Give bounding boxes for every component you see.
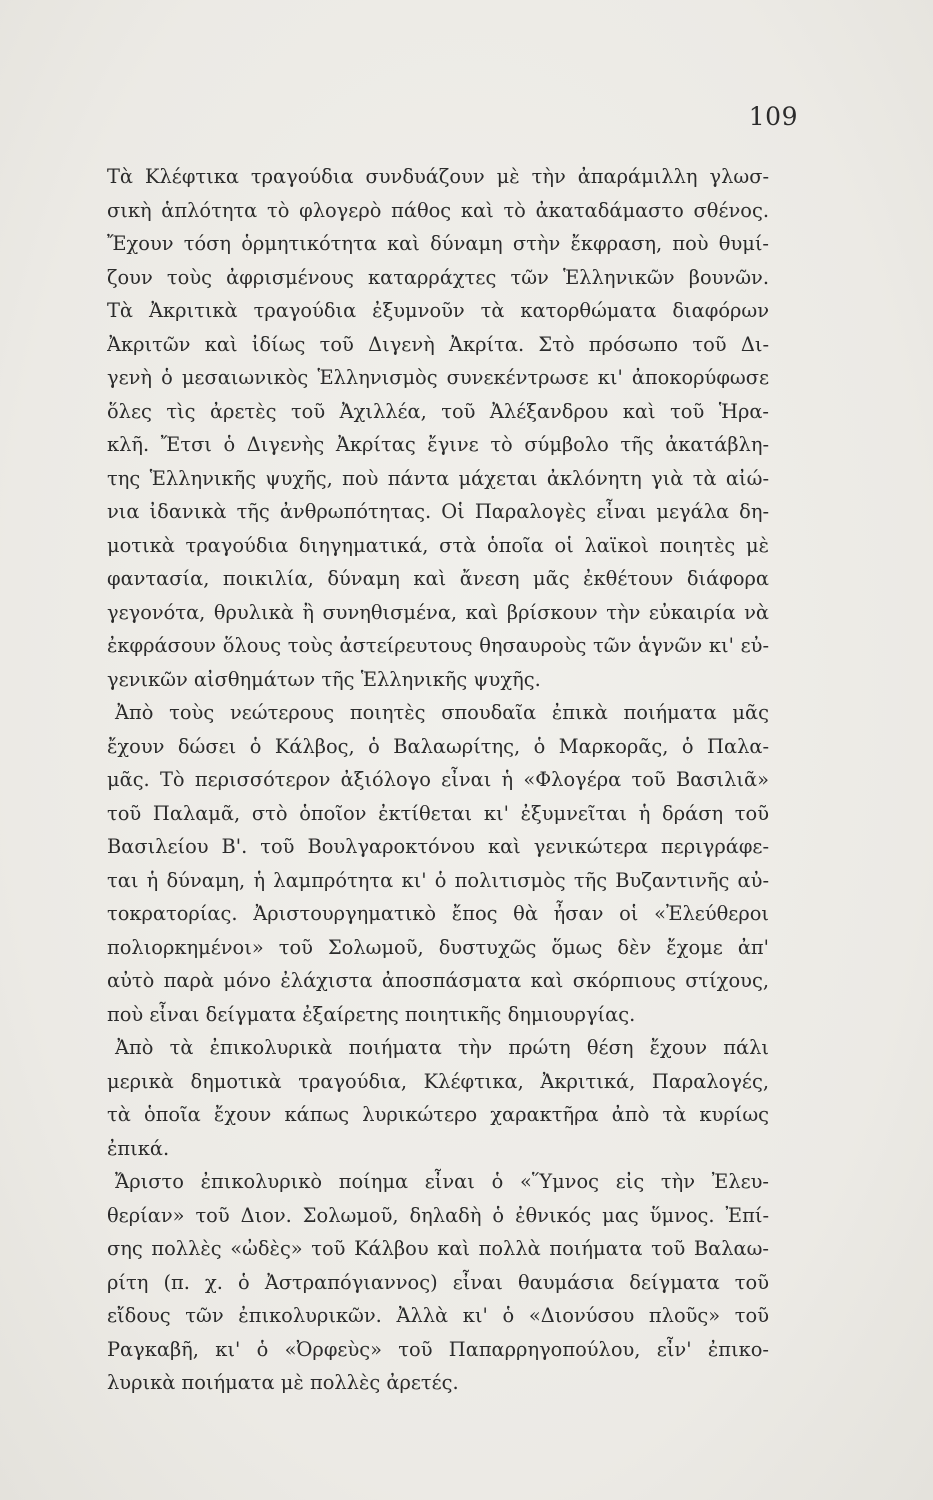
text-line: πολιορκημένοι» τοῦ Σολωμοῦ, δυστυχῶς ὅμως δὲν ἔχομε ἀπ' [107, 935, 769, 959]
text-line: εἴδους τῶν ἐπικολυρικῶν. Ἀλλὰ κι' ὁ «Διονύσου πλοῦς» τοῦ [107, 1304, 769, 1327]
text-line: κλῆ. Ἔτσι ὁ Διγενὴς Ἀκρίτας ἔγινε τὸ σύμβολο τῆς ἀκατάβλη- [107, 433, 769, 456]
text-line: ἐκφράσουν ὅλους τοὺς ἀστείρευτους θησαυροὺς τῶν ἁγνῶν κι' εὐ- [107, 634, 769, 657]
text-line: Ἀπὸ τὰ ἐπικολυρικὰ ποιήματα τὴν πρώτη θέση ἔχουν πάλι [115, 1036, 769, 1059]
body-text [107, 160, 769, 1400]
text-line: φαντασία, ποικιλία, δύναμη καὶ ἄνεση μᾶς ἐκθέτουν διάφορα [107, 567, 769, 590]
text-line: ἐπικά. [107, 1136, 170, 1160]
text-line: μᾶς. Τὸ περισσότερον ἀξιόλογο εἶναι ἡ «Φλογέρα τοῦ Βασιλιᾶ» [107, 768, 769, 791]
text-line: Ραγκαβῆ, κι' ὁ «Ὀρφεὺς» τοῦ Παπαρρηγοπούλου, εἶν' ἐπικο- [107, 1337, 769, 1361]
text-line: ἔχουν δώσει ὁ Κάλβος, ὁ Βαλαωρίτης, ὁ Μαρκορᾶς, ὁ Παλα- [107, 734, 769, 758]
text-line: ζουν τοὺς ἀφρισμένους καταρράχτες τῶν Ἑλληνικῶν βουνῶν. [107, 265, 769, 289]
text-line: Βασιλείου Β'. τοῦ Βουλγαροκτόνου καὶ γενικώτερα περιγράφε- [107, 835, 769, 858]
text-line: σικὴ ἁπλότητα τὸ φλογερὸ πάθος καὶ τὸ ἀκαταδάμαστο σθένος. [107, 198, 769, 222]
text-line: Τὰ Ἀκριτικὰ τραγούδια ἐξυμνοῦν τὰ κατορθώματα διαφόρων [107, 299, 769, 322]
text-line: αὐτὸ παρὰ μόνο ἐλάχιστα ἀποσπάσματα καὶ σκόρπιους στίχους, [107, 969, 769, 992]
text-line: τὰ ὁποῖα ἔχουν κάπως λυρικώτερο χαρακτῆρα ἀπὸ τὰ κυρίως [107, 1103, 769, 1126]
text-line: ποὺ εἶναι δείγματα ἐξαίρετης ποιητικῆς δημιουργίας. [107, 1002, 636, 1026]
text-line: νια ἰδανικὰ τῆς ἀνθρωπότητας. Οἱ Παραλογὲς εἶναι μεγάλα δη- [107, 500, 769, 523]
page-number: 109 [748, 102, 798, 131]
text-line: ρίτη (π. χ. ὁ Ἀστραπόγιαννος) εἶναι θαυμάσια δείγματα τοῦ [107, 1270, 769, 1294]
text-line: της Ἑλληνικῆς ψυχῆς, ποὺ πάντα μάχεται ἀκλόνητη γιὰ τὰ αἰώ- [107, 466, 769, 490]
text-line: Ἄριστο ἐπικολυρικὸ ποίημα εἶναι ὁ «Ὕμνος εἰς τὴν Ἐλευ- [115, 1170, 769, 1193]
text-line: γενὴ ὁ μεσαιωνικὸς Ἑλληνισμὸς συνεκέντρωσε κι' ἀποκορύφωσε [107, 366, 769, 389]
text-line: Τὰ Κλέφτικα τραγούδια συνδυάζουν μὲ τὴν ἀπαράμιλλη γλωσ- [107, 165, 769, 188]
text-line: Ἔχουν τόση ὁρμητικότητα καὶ δύναμη στὴν ἔκφραση, ποὺ θυμί- [107, 232, 769, 255]
text-line: γεγονότα, θρυλικὰ ἢ συνηθισμένα, καὶ βρίσκουν τὴν εὐκαιρία νὰ [107, 600, 769, 624]
text-line: μοτικὰ τραγούδια διηγηματικά, στὰ ὁποῖα οἱ λαϊκοὶ ποιητὲς μὲ [107, 533, 769, 557]
text-line: σης πολλὲς «ὠδὲς» τοῦ Κάλβου καὶ πολλὰ ποιήματα τοῦ Βαλαω- [107, 1237, 769, 1260]
text-line: ὅλες τὶς ἀρετὲς τοῦ Ἀχιλλέα, τοῦ Ἀλέξανδρου καὶ τοῦ Ἡρα- [107, 399, 769, 423]
text-line: μερικὰ δημοτικὰ τραγούδια, Κλέφτικα, Ἀκριτικά, Παραλογές, [107, 1069, 769, 1093]
text-line: τοκρατορίας. Ἀριστουργηματικὸ ἔπος θὰ ἦσαν οἱ «Ἐλεύθεροι [107, 902, 769, 925]
text-line: θερίαν» τοῦ Διον. Σολωμοῦ, δηλαδὴ ὁ ἐθνικός μας ὕμνος. Ἐπί- [107, 1203, 769, 1227]
text-line: Ἀπὸ τοὺς νεώτερους ποιητὲς σπουδαῖα ἐπικὰ ποιήματα μᾶς [115, 701, 769, 724]
text-line: γενικῶν αἰσθημάτων τῆς Ἑλληνικῆς ψυχῆς. [107, 667, 541, 691]
text-line: λυρικὰ ποιήματα μὲ πολλὲς ἀρετές. [107, 1371, 459, 1394]
text-line: ται ἡ δύναμη, ἡ λαμπρότητα κι' ὁ πολιτισμὸς τῆς Βυζαντινῆς αὐ- [107, 868, 769, 892]
text-line: τοῦ Παλαμᾶ, στὸ ὁποῖον ἐκτίθεται κι' ἐξυμνεῖται ἡ δράση τοῦ [107, 801, 769, 825]
text-line: Ἀκριτῶν καὶ ἰδίως τοῦ Διγενὴ Ἀκρίτα. Στὸ πρόσωπο τοῦ Δι- [107, 332, 769, 356]
